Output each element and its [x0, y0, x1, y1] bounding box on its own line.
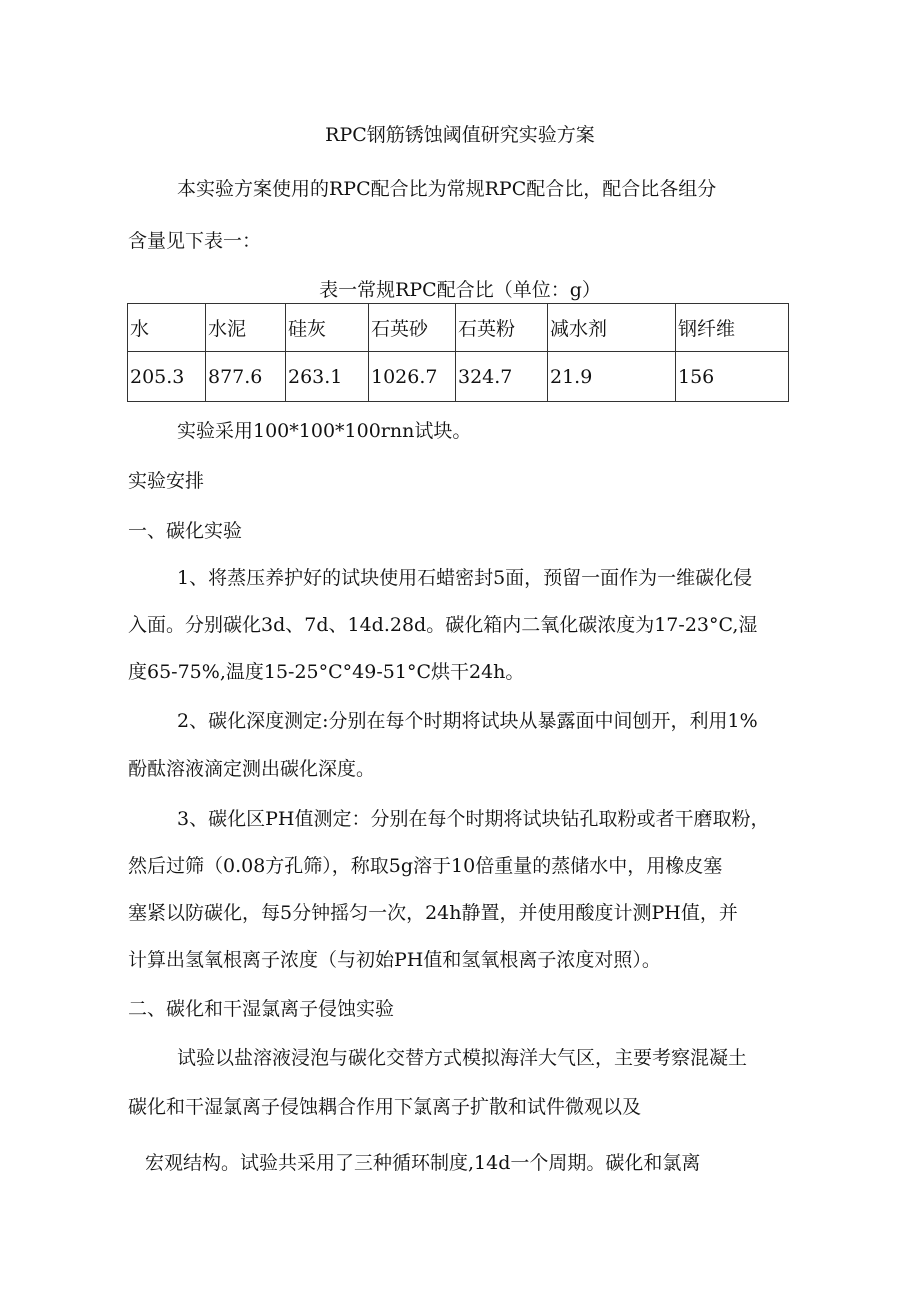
value-cell: 205.3 [128, 352, 206, 402]
section-1-item-1-line-2: 入面。分别碳化3d、7d、14d.28d。碳化箱内二氧化碳浓度为17-23°C,湿 [128, 614, 758, 636]
section-2-para-line-1: 试验以盐溶液浸泡与碳化交替方式模拟海洋大气区，主要考察混凝土 [177, 1047, 748, 1069]
section-1-item-2-line-1: 2、碳化深度测定:分别在每个时期将试块从暴露面中间刨开，利用1% [177, 710, 758, 732]
section-1-item-1-line-3: 度65-75%,温度15-25°C°49-51°C烘干24h。 [128, 661, 525, 683]
section-1-heading: 一、碳化实验 [128, 520, 243, 542]
value-cell: 877.6 [206, 352, 286, 402]
header-cell: 石英砂 [369, 304, 456, 352]
intro-line-2: 含量见下表一： [128, 230, 262, 252]
header-cell: 水 [128, 304, 206, 352]
value-cell: 324.7 [456, 352, 548, 402]
section-1-item-2-line-2: 酚酞溶液滴定测出碳化深度。 [128, 758, 376, 780]
mix-ratio-table [127, 303, 789, 402]
intro-line-1: 本实验方案使用的RPC配合比为常规RPC配合比，配合比各组分 [177, 178, 717, 200]
value-cell: 156 [676, 352, 789, 402]
section-1-item-1-line-1: 1、将蒸压养护好的试块使用石蜡密封5面，预留一面作为一维碳化侵 [177, 567, 753, 589]
value-cell: 1026.7 [369, 352, 456, 402]
section-2-heading: 二、碳化和干湿氯离子侵蚀实验 [128, 998, 395, 1020]
value-cell: 263.1 [286, 352, 369, 402]
table-caption: 表一常规RPC配合比（单位：g） [319, 279, 601, 301]
section-2-para-line-2: 碳化和干湿氯离子侵蚀耦合作用下氯离子扩散和试件微观以及 [128, 1096, 642, 1118]
section-1-item-3-line-1: 3、碳化区PH值测定：分别在每个时期将试块钻孔取粉或者干磨取粉， [177, 808, 770, 830]
table-header-row [128, 304, 789, 352]
arrangement-heading: 实验安排 [128, 470, 205, 492]
header-cell: 石英粉 [456, 304, 548, 352]
table-row [128, 352, 789, 402]
section-1-item-3-line-4: 计算出氢氧根离子浓度（与初始PH值和氢氧根离子浓度对照）。 [128, 949, 661, 971]
value-cell: 21.9 [548, 352, 676, 402]
header-cell: 钢纤维 [676, 304, 789, 352]
header-cell: 硅灰 [286, 304, 369, 352]
page-title: RPC钢筋锈蚀阈值研究实验方案 [325, 124, 595, 146]
header-cell: 水泥 [206, 304, 286, 352]
section-1-item-3-line-3: 塞紧以防碳化，每5分钟摇匀一次，24h静置，并使用酸度计测PH值，并 [128, 902, 738, 924]
section-1-item-3-line-2: 然后过筛（0.08方孔筛），称取5g溶于10倍重量的蒸储水中，用橡皮塞 [128, 855, 723, 877]
header-cell: 减水剂 [548, 304, 676, 352]
specimen-note: 实验采用100*100*100rnn试块。 [177, 420, 472, 442]
section-2-para-line-3: 宏观结构。试验共采用了三种循环制度,14d一个周期。碳化和氯离 [145, 1152, 701, 1174]
